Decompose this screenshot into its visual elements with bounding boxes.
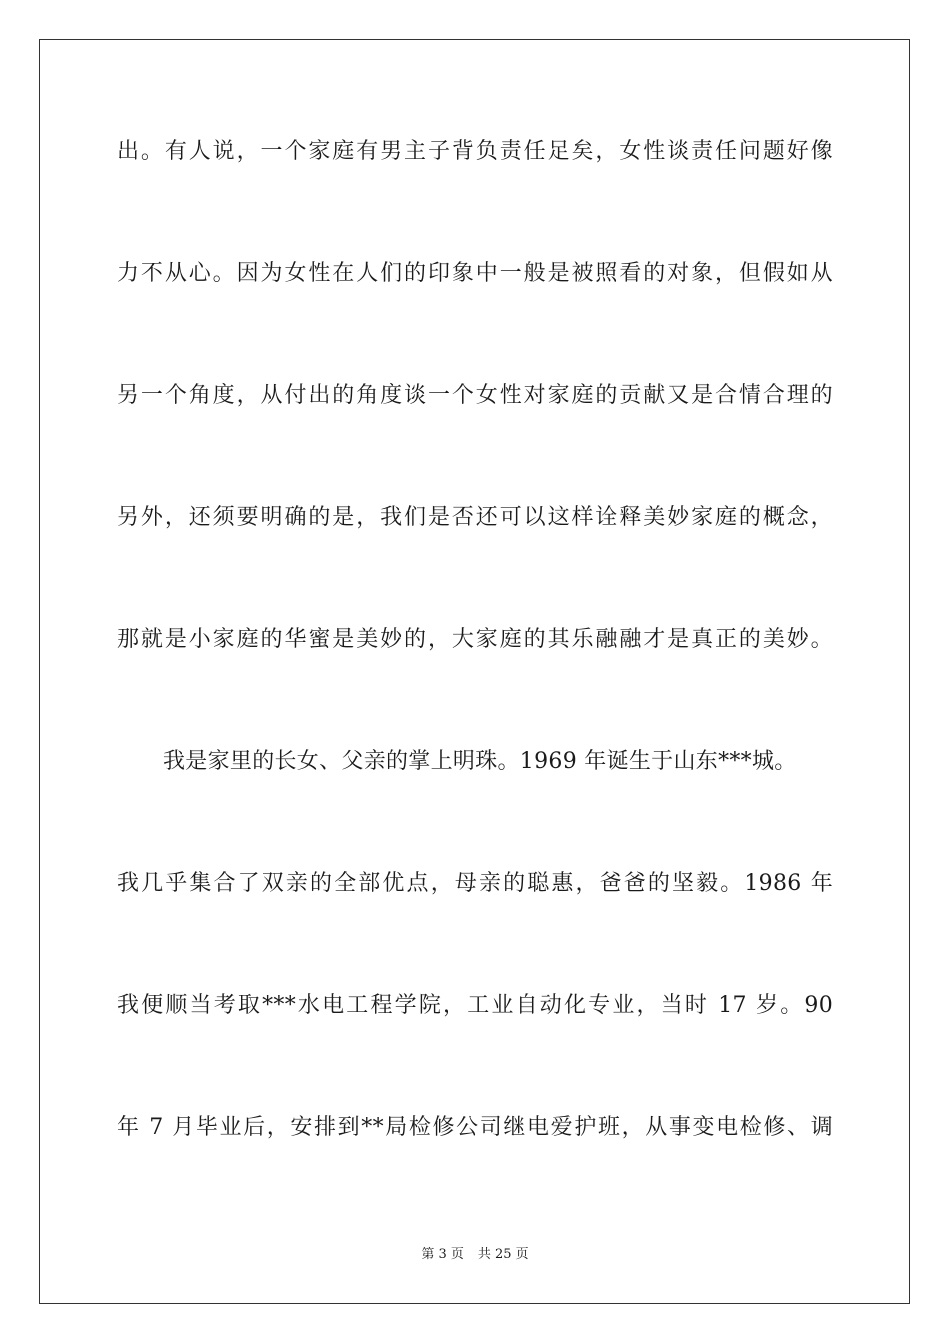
body-text-line: 出。有人说，一个家庭有男主子背负责任足矣，女性谈责任问题好像	[117, 139, 833, 164]
body-text-line: 年 7 月毕业后，安排到**局检修公司继电爱护班，从事变电检修、调	[117, 1115, 833, 1140]
page-total: 共 25 页	[477, 1247, 529, 1262]
page-number: 第 3 页	[421, 1247, 464, 1262]
body-text-line: 我几乎集合了双亲的全部优点，母亲的聪惠，爸爸的坚毅。1986 年	[117, 871, 833, 896]
body-text-line-indented: 我是家里的长女、父亲的掌上明珠。1969 年诞生于山东***城。	[163, 749, 797, 774]
body-text-line: 那就是小家庭的华蜜是美妙的，大家庭的其乐融融才是真正的美妙。	[117, 627, 833, 652]
body-text-line: 我便顺当考取***水电工程学院，工业自动化专业，当时 17 岁。90	[117, 993, 833, 1018]
body-text-line: 力不从心。因为女性在人们的印象中一般是被照看的对象，但假如从	[117, 261, 833, 286]
body-text-line: 另外，还须要明确的是，我们是否还可以这样诠释美妙家庭的概念，	[117, 505, 833, 530]
page-footer	[0, 1246, 950, 1264]
body-text-line: 另一个角度，从付出的角度谈一个女性对家庭的贡献又是合情合理的	[117, 383, 833, 408]
